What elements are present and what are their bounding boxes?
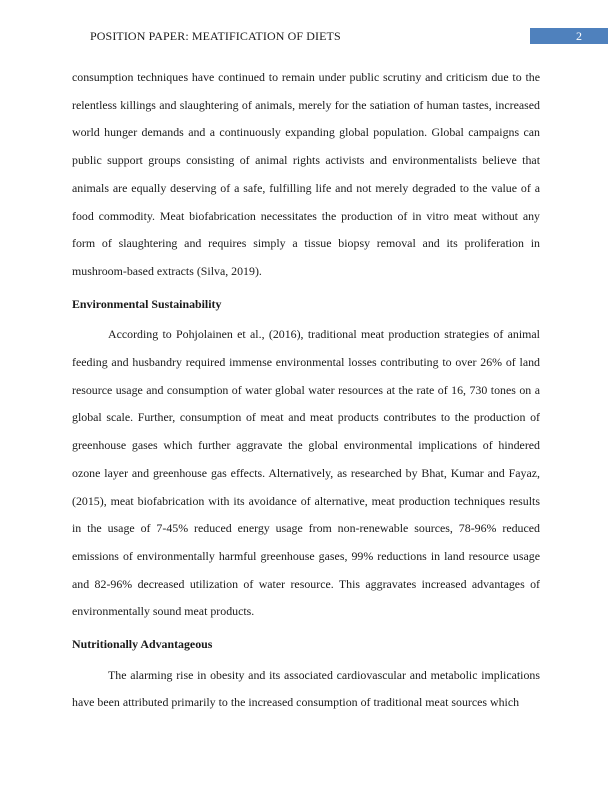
section-heading-nutritionally-advantageous: Nutritionally Advantageous xyxy=(72,637,213,652)
body-text xyxy=(72,64,540,717)
page-number: 2 xyxy=(530,28,608,44)
running-head: POSITION PAPER: MEATIFICATION OF DIETS xyxy=(90,29,341,43)
section-heading-environmental-sustainability: Environmental Sustainability xyxy=(72,296,222,311)
paragraph-nutritional: The alarming rise in obesity and its associated cardiovascular and metabolic implications have been attributed primarily to the increased consumption of traditional meat sources which xyxy=(72,667,540,710)
paragraph-environmental: According to Pohjolainen et al., (2016), traditional meat production strategies of animal feeding and husbandry required immense environmental losses contributing to over 26% of land resource usage and consumption of water global water resources at the rate of 16, 730 tones on a global scale. Further, consumption of meat and meat products contributes to the production of greenhouse gases which further aggravate the global environmental implications of hindered ozone layer and greenhouse gas effects. Alternatively, as researched by Bhat, Kumar and Fayaz, (2015), meat biofabrication with its avoidance of alternative, meat production techniques results in the usage of 7-45% reduced energy usage from non-renewable sources, 78-96% reduced emissions of environmentally harmful greenhouse gases, 99% reductions in land resource usage and 82-96% decreased utilization of water resource. This aggravates increased advantages of environmentally sound meat products. xyxy=(72,327,540,619)
paragraph-continuation: consumption techniques have continued to remain under public scrutiny and criticism due to the relentless killings and slaughtering of animals, merely for the satiation of human tastes, increased world hunger demands and a continuously expanding global population. Global campaigns can public support groups consisting of animal rights activists and environmentalists believe that animals are equally deserving of a safe, fulfilling life and not merely degraded to the value of a food commodity. Meat biofabrication necessitates the production of in vitro meat without any form of slaughtering and requires simply a tissue biopsy removal and its proliferation in mushroom-based extracts (Silva, 2019). xyxy=(72,70,540,278)
